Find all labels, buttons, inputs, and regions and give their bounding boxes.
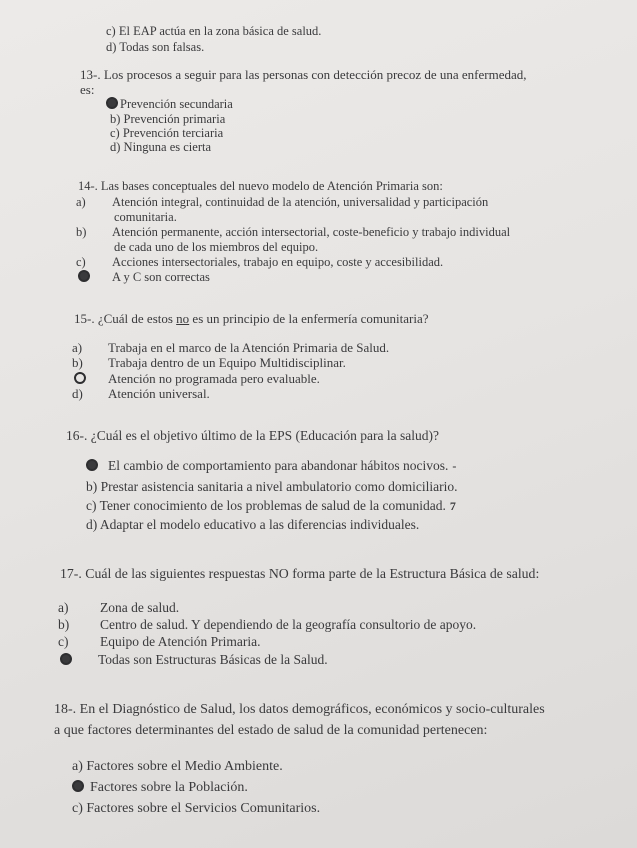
q14-option-a: a) Atención integral, continuidad de la atención, universalidad y participación (76, 195, 489, 209)
q17-option-c: c) Equipo de Atención Primaria. (58, 634, 261, 649)
q18-question: 18-. En el Diagnóstico de Salud, los datos demográficos, económicos y socio-culturales (54, 702, 545, 717)
q14-option-d: A y C son correctas (78, 270, 210, 285)
q16-question: 16-. ¿Cuál es el objetivo último de la EPS (Educación para la salud)? (66, 428, 440, 443)
q14-question: 14-. Las bases conceptuales del nuevo modelo de Atención Primaria son: (78, 179, 443, 193)
q17-option-b: b) Centro de salud. Y dependiendo de la geografía consultorio de apoyo. (58, 617, 477, 632)
q15-option-c: Atención no programada pero evaluable. (74, 371, 320, 387)
answer-circle-icon (106, 97, 118, 109)
q15-option-b: b) Trabaja dentro de un Equipo Multidisciplinar. (72, 355, 346, 370)
q13-question-cont: es: (80, 82, 95, 97)
q18-option-a: a) Factores sobre el Medio Ambiente. (72, 759, 283, 774)
q14-option-a-cont: comunitaria. (114, 210, 177, 224)
answer-circle-icon (72, 780, 84, 792)
q18-option-c: c) Factores sobre el Servicios Comunitarios. (72, 801, 321, 816)
answer-circle-icon (78, 270, 90, 282)
q13-question: 13-. Los procesos a seguir para las personas con detección precoz de una enfermedad, (80, 67, 527, 82)
answer-circle-icon (86, 459, 98, 471)
q15-option-a: a) Trabaja en el marco de la Atención Primaria de Salud. (72, 340, 390, 355)
answer-circle-icon (60, 653, 72, 665)
q16-option-c: c) Tener conocimiento de los problemas de salud de la comunidad. 7 (86, 498, 456, 513)
q15-option-d: d) Atención universal. (72, 386, 210, 401)
q13-option-a: Prevención secundaria (106, 97, 233, 112)
q13-option-c: c) Prevención terciaria (110, 126, 224, 140)
q16-option-d: d) Adaptar el modelo educativo a las diferencias individuales. (86, 517, 420, 532)
q14-option-b: b) Atención permanente, acción intersectorial, coste-beneficio y trabajo individual (76, 225, 511, 239)
q16-option-b: b) Prestar asistencia sanitaria a nivel ambulatorio como domiciliario. (86, 479, 458, 494)
q14-option-c: c) Acciones intersectoriales, trabajo en equipo, coste y accesibilidad. (76, 255, 444, 269)
q13-option-b: b) Prevención primaria (110, 112, 226, 126)
q17-option-d: Todas son Estructuras Básicas de la Salud. (60, 652, 328, 668)
q18-option-b: Factores sobre la Población. (72, 780, 248, 796)
q18-question-cont: a que factores determinantes del estado de salud de la comunidad pertenecen: (54, 723, 488, 738)
answer-circle-icon (74, 372, 86, 384)
q13-option-d: d) Ninguna es cierta (110, 140, 212, 154)
q17-question: 17-. Cuál de las siguientes respuestas NO forma parte de la Estructura Básica de salud: (60, 566, 540, 581)
q14-option-b-cont: de cada uno de los miembros del equipo. (114, 240, 319, 254)
top-option-c: c) El EAP actúa en la zona básica de salud. (106, 24, 322, 38)
q15-question: 15-. ¿Cuál de estos no es un principio de la enfermería comunitaria? (74, 311, 429, 326)
q16-option-a: El cambio de comportamiento para abandonar hábitos nocivos. - (86, 458, 456, 474)
q17-option-a: a) Zona de salud. (58, 600, 180, 615)
top-option-d: d) Todas son falsas. (106, 40, 205, 54)
